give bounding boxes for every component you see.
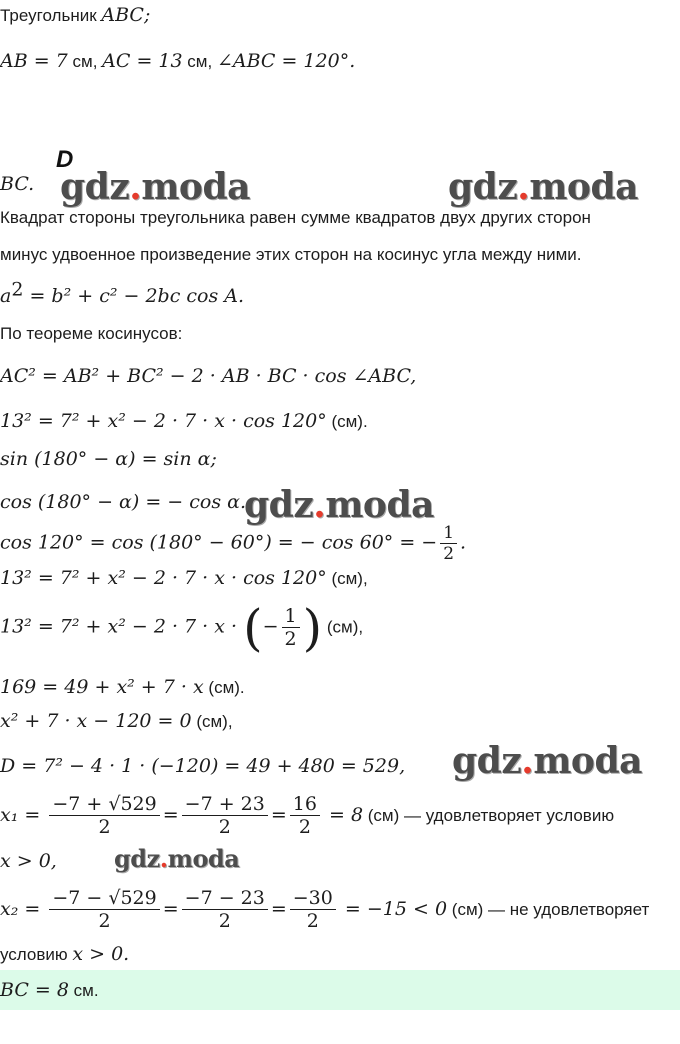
x1-f3-den: 2 [298,815,311,838]
eq-10: D = 7² − 4 · 1 · (−120) = 49 + 480 = 529, [0,755,406,777]
problem-title [0,5,150,26]
half-fraction-2 [282,606,300,651]
formula-rhs: = b² + c² − 2bc cos A. [23,285,245,307]
eq-x1 [0,794,614,839]
eq-5 [0,524,466,564]
eq-1: AC² = AB² + BC² − 2 · AB · BC · cos ∠ABC, [0,365,417,387]
watermark-right: moda [167,844,240,873]
half-den-2: 2 [284,627,297,650]
eq-6 [0,568,368,589]
given-ac: AC = 13 [102,50,183,72]
x2-f2-num: −7 − 23 [182,888,268,910]
x2-f3-den: 2 [306,909,319,932]
watermark-logo [244,484,434,526]
watermark-logo [452,740,642,782]
x2-frac-2 [182,888,268,933]
eq-7-math: 13² = 7² + x² − 2 · 7 · x · [0,615,244,638]
x1-lhs: x₁ = [0,803,47,826]
paren-close: ) [302,599,323,657]
eq-5-end: . [460,531,467,554]
watermark-logo [448,166,638,208]
x1-result: = 8 [322,803,364,826]
watermark-logo [60,166,250,208]
given-angle: ∠ABC = 120°. [216,50,356,72]
eq-5-math: cos 120° = cos (180° − 60°) = − cos 60° = − [0,531,438,554]
x2-lhs: x₂ = [0,897,47,920]
half-den: 2 [443,543,455,564]
given-ab: AB = 7 [0,50,68,72]
x2-f3-num: −30 [290,888,336,910]
watermark-right: moda [533,740,642,782]
watermark-left: gdz [448,166,518,208]
answer-unit: см. [68,981,99,1000]
eq-6-unit: (см), [326,569,368,588]
x1-frac-1 [49,794,159,839]
x2-result: = −15 < 0 [338,897,448,920]
x1-f2-den: 2 [218,815,231,838]
x1-f2-num: −7 + 23 [182,794,268,816]
formula-lhs: a [0,285,12,307]
given-values [0,51,355,72]
title-text: Треугольник [0,6,102,25]
eq-2 [0,411,368,432]
x2-frac-3 [290,888,336,933]
x2-comment: (см) — не удовлетворяет [447,899,650,919]
answer-line [0,980,99,1001]
x1-f3-num: 16 [290,794,320,816]
watermark-right: moda [141,166,250,208]
x2-condition [0,944,129,965]
unit-cm: см, [182,52,217,71]
minus-sign: − [262,615,279,638]
x2-f1-num: −7 − √529 [49,888,159,910]
x2-f1-den: 2 [98,909,111,932]
x1-frac-3 [290,794,320,839]
watermark-right: moda [529,166,638,208]
x2-f2-den: 2 [218,909,231,932]
x1-frac-2 [182,794,268,839]
title-math: ABC; [101,4,151,26]
watermark-dot: . [313,484,326,526]
watermark-dot: . [129,166,142,208]
rule-line-1: Квадрат стороны треугольника равен сумме квадратов двух других сторон [0,208,591,227]
by-theorem: По теореме косинусов: [0,324,183,343]
eq-2-unit: (см). [326,412,368,431]
watermark-left: gdz [244,484,314,526]
find-line [0,174,34,195]
eq-6-math: 13² = 7² + x² − 2 · 7 · x · cos 120° [0,567,327,589]
answer-box [0,970,680,1010]
eq-4: cos (180° − α) = − cos α. [0,491,246,513]
half-num-2: 1 [282,606,300,628]
half-num: 1 [440,524,457,544]
eq-8-unit: (см). [203,678,245,697]
x2-cond-text: условию [0,945,73,964]
rule-line-2: минус удвоенное произведение этих сторон на косинус угла между ними. [0,245,582,264]
x2-cond-math: x > 0. [72,943,130,965]
eq-8-math: 169 = 49 + x² + 7 · x [0,676,204,698]
formula-lhs-exp: 2 [11,278,24,301]
eq-7-unit: (см), [322,617,364,637]
x1-f1-num: −7 + √529 [49,794,159,816]
watermark-dot: . [521,740,534,782]
watermark-dot: . [159,844,168,873]
x1-f1-den: 2 [98,815,111,838]
watermark-right: moda [325,484,434,526]
watermark-left: gdz [114,844,160,873]
eq-x2 [0,888,649,933]
watermark-left: gdz [60,166,130,208]
x2-frac-1 [49,888,159,933]
unit-cm: см, [67,52,103,71]
x1-condition: x > 0, [0,850,57,872]
rule-formula [0,278,245,307]
half-fraction [440,524,457,564]
eq-7 [0,599,364,657]
equals-sign: = [270,897,287,920]
equals-sign: = [162,803,179,826]
find-letter: D [56,146,74,173]
find-text: BC. [0,173,35,195]
answer-math: BC = 8 [0,979,69,1001]
eq-3: sin (180° − α) = sin α; [0,448,217,470]
x1-comment: (см) — удовлетворяет условию [363,805,615,825]
watermark-dot: . [517,166,530,208]
watermark-left: gdz [452,740,522,782]
eq-9 [0,711,233,732]
eq-9-unit: (см), [191,712,233,731]
eq-2-math: 13² = 7² + x² − 2 · 7 · x · cos 120° [0,410,327,432]
paren-open: ( [243,599,263,657]
eq-9-math: x² + 7 · x − 120 = 0 [0,710,192,732]
equals-sign: = [162,897,179,920]
eq-8 [0,677,245,698]
equals-sign: = [270,803,287,826]
watermark-logo [114,844,239,873]
